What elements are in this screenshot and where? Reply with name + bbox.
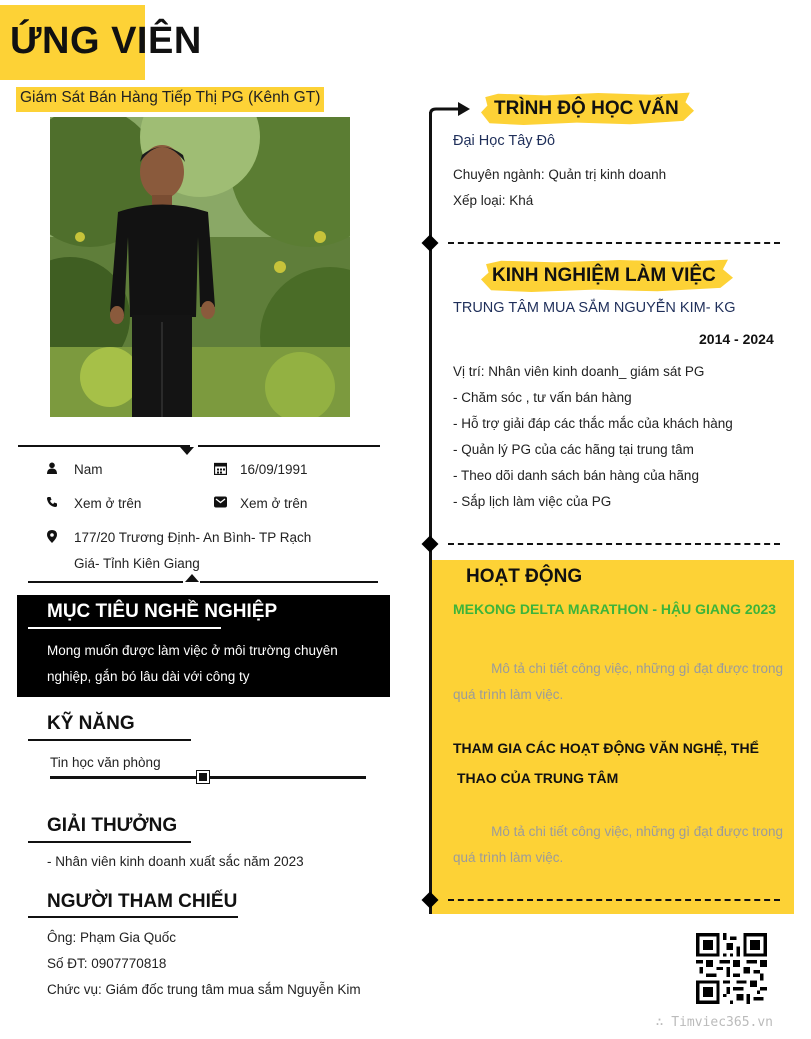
phone-value: Xem ở trên (74, 496, 142, 511)
divider-marker (180, 447, 194, 455)
calendar-icon (213, 461, 227, 475)
address-line1: 177/20 Trương Định- An Bình- TP Rạch (74, 530, 312, 545)
reference-position: Chức vụ: Giám đốc trung tâm mua sắm Nguyễn Kim (47, 982, 361, 997)
activity-title-line: THAM GIA CÁC HOẠT ĐỘNG VĂN NGHỆ, THỂ (453, 740, 759, 756)
experience-line: - Sắp lịch làm việc của PG (453, 494, 612, 509)
dashed-divider (448, 543, 780, 545)
dashed-divider (448, 899, 780, 901)
dashed-divider (448, 242, 780, 244)
divider-marker (185, 574, 199, 582)
references-underline (28, 916, 238, 918)
page-title: ỨNG VIÊN (10, 20, 202, 62)
experience-heading: KINH NGHIỆM LÀM VIỆC (492, 265, 716, 286)
experience-line: - Hỗ trợ giải đáp các thắc mắc của khách hàng (453, 416, 733, 431)
job-title: Giám Sát Bán Hàng Tiếp Thị PG (Kênh GT) (16, 87, 324, 112)
activities-heading: HOẠT ĐỘNG (466, 566, 583, 587)
brand-watermark (656, 1015, 773, 1030)
education-school: Đại Học Tây Đô (453, 133, 556, 149)
activity-description-line: quá trình làm việc. (453, 850, 564, 865)
awards-heading: GIẢI THƯỞNG (47, 815, 178, 836)
divider (198, 445, 380, 447)
activity-description-line: quá trình làm việc. (453, 687, 564, 702)
address-line2: Giá- Tỉnh Kiên Giang (74, 556, 200, 571)
email-icon (213, 495, 227, 509)
experience-company: TRUNG TÂM MUA SẮM NGUYỄN KIM- KG (453, 300, 736, 316)
dots-icon: ∴ (655, 1015, 672, 1030)
timeline-line (429, 112, 432, 914)
divider (18, 445, 190, 447)
objective-heading: MỤC TIÊU NGHỀ NGHIỆP (47, 601, 278, 622)
timeline-arrow-icon (425, 100, 475, 124)
reference-phone: Số ĐT: 0907770818 (47, 956, 167, 971)
email-value: Xem ở trên (240, 496, 308, 511)
award-item: - Nhân viên kinh doanh xuất sắc năm 2023 (47, 854, 304, 869)
skills-heading: KỸ NĂNG (47, 713, 135, 734)
activity-title (453, 733, 759, 793)
qr-code-icon (696, 933, 767, 1004)
activity-description-line: Mô tả chi tiết công việc, những gì đạt được trong (491, 824, 783, 839)
user-icon (45, 461, 59, 475)
references-heading: NGƯỜI THAM CHIẾU (47, 891, 238, 912)
skill-level-handle (197, 771, 209, 783)
location-icon (45, 529, 59, 543)
activity-description (453, 819, 783, 871)
objective-line: nghiệp, gắn bó lâu dài với công ty (47, 669, 250, 684)
timeline-node (422, 536, 439, 553)
skill-name: Tin học văn phòng (50, 755, 161, 770)
activity-description-line: Mô tả chi tiết công việc, những gì đạt được trong (491, 661, 783, 676)
divider (200, 581, 378, 583)
education-heading: TRÌNH ĐỘ HỌC VẤN (494, 98, 679, 119)
activity-title: MEKONG DELTA MARATHON - HẬU GIANG 2023 (453, 601, 777, 617)
experience-period: 2014 - 2024 (699, 331, 774, 347)
experience-line: - Chăm sóc , tư vấn bán hàng (453, 390, 632, 405)
activity-description (453, 656, 783, 708)
brand-name: Timviec365.vn (671, 1015, 773, 1030)
skills-underline (28, 739, 191, 741)
timeline-node (422, 235, 439, 252)
objective-line: Mong muốn được làm việc ở môi trường chuyên (47, 643, 338, 658)
reference-name: Ông: Phạm Gia Quốc (47, 930, 177, 945)
experience-line: Vị trí: Nhân viên kinh doanh_ giám sát PG (453, 364, 705, 379)
candidate-photo (50, 117, 350, 417)
phone-icon (45, 495, 59, 509)
education-rank: Xếp loại: Khá (453, 193, 534, 208)
experience-line: - Theo dõi danh sách bán hàng của hãng (453, 468, 699, 483)
objective-underline (28, 627, 221, 629)
gender-value: Nam (74, 462, 103, 477)
dob-value: 16/09/1991 (240, 462, 308, 477)
activity-title-line: THAO CỦA TRUNG TÂM (457, 770, 619, 786)
experience-line: - Quản lý PG của các hãng tại trung tâm (453, 442, 694, 457)
education-major: Chuyên ngành: Quản trị kinh doanh (453, 167, 667, 182)
awards-underline (28, 841, 191, 843)
divider (28, 581, 183, 583)
objective-text (47, 638, 367, 690)
